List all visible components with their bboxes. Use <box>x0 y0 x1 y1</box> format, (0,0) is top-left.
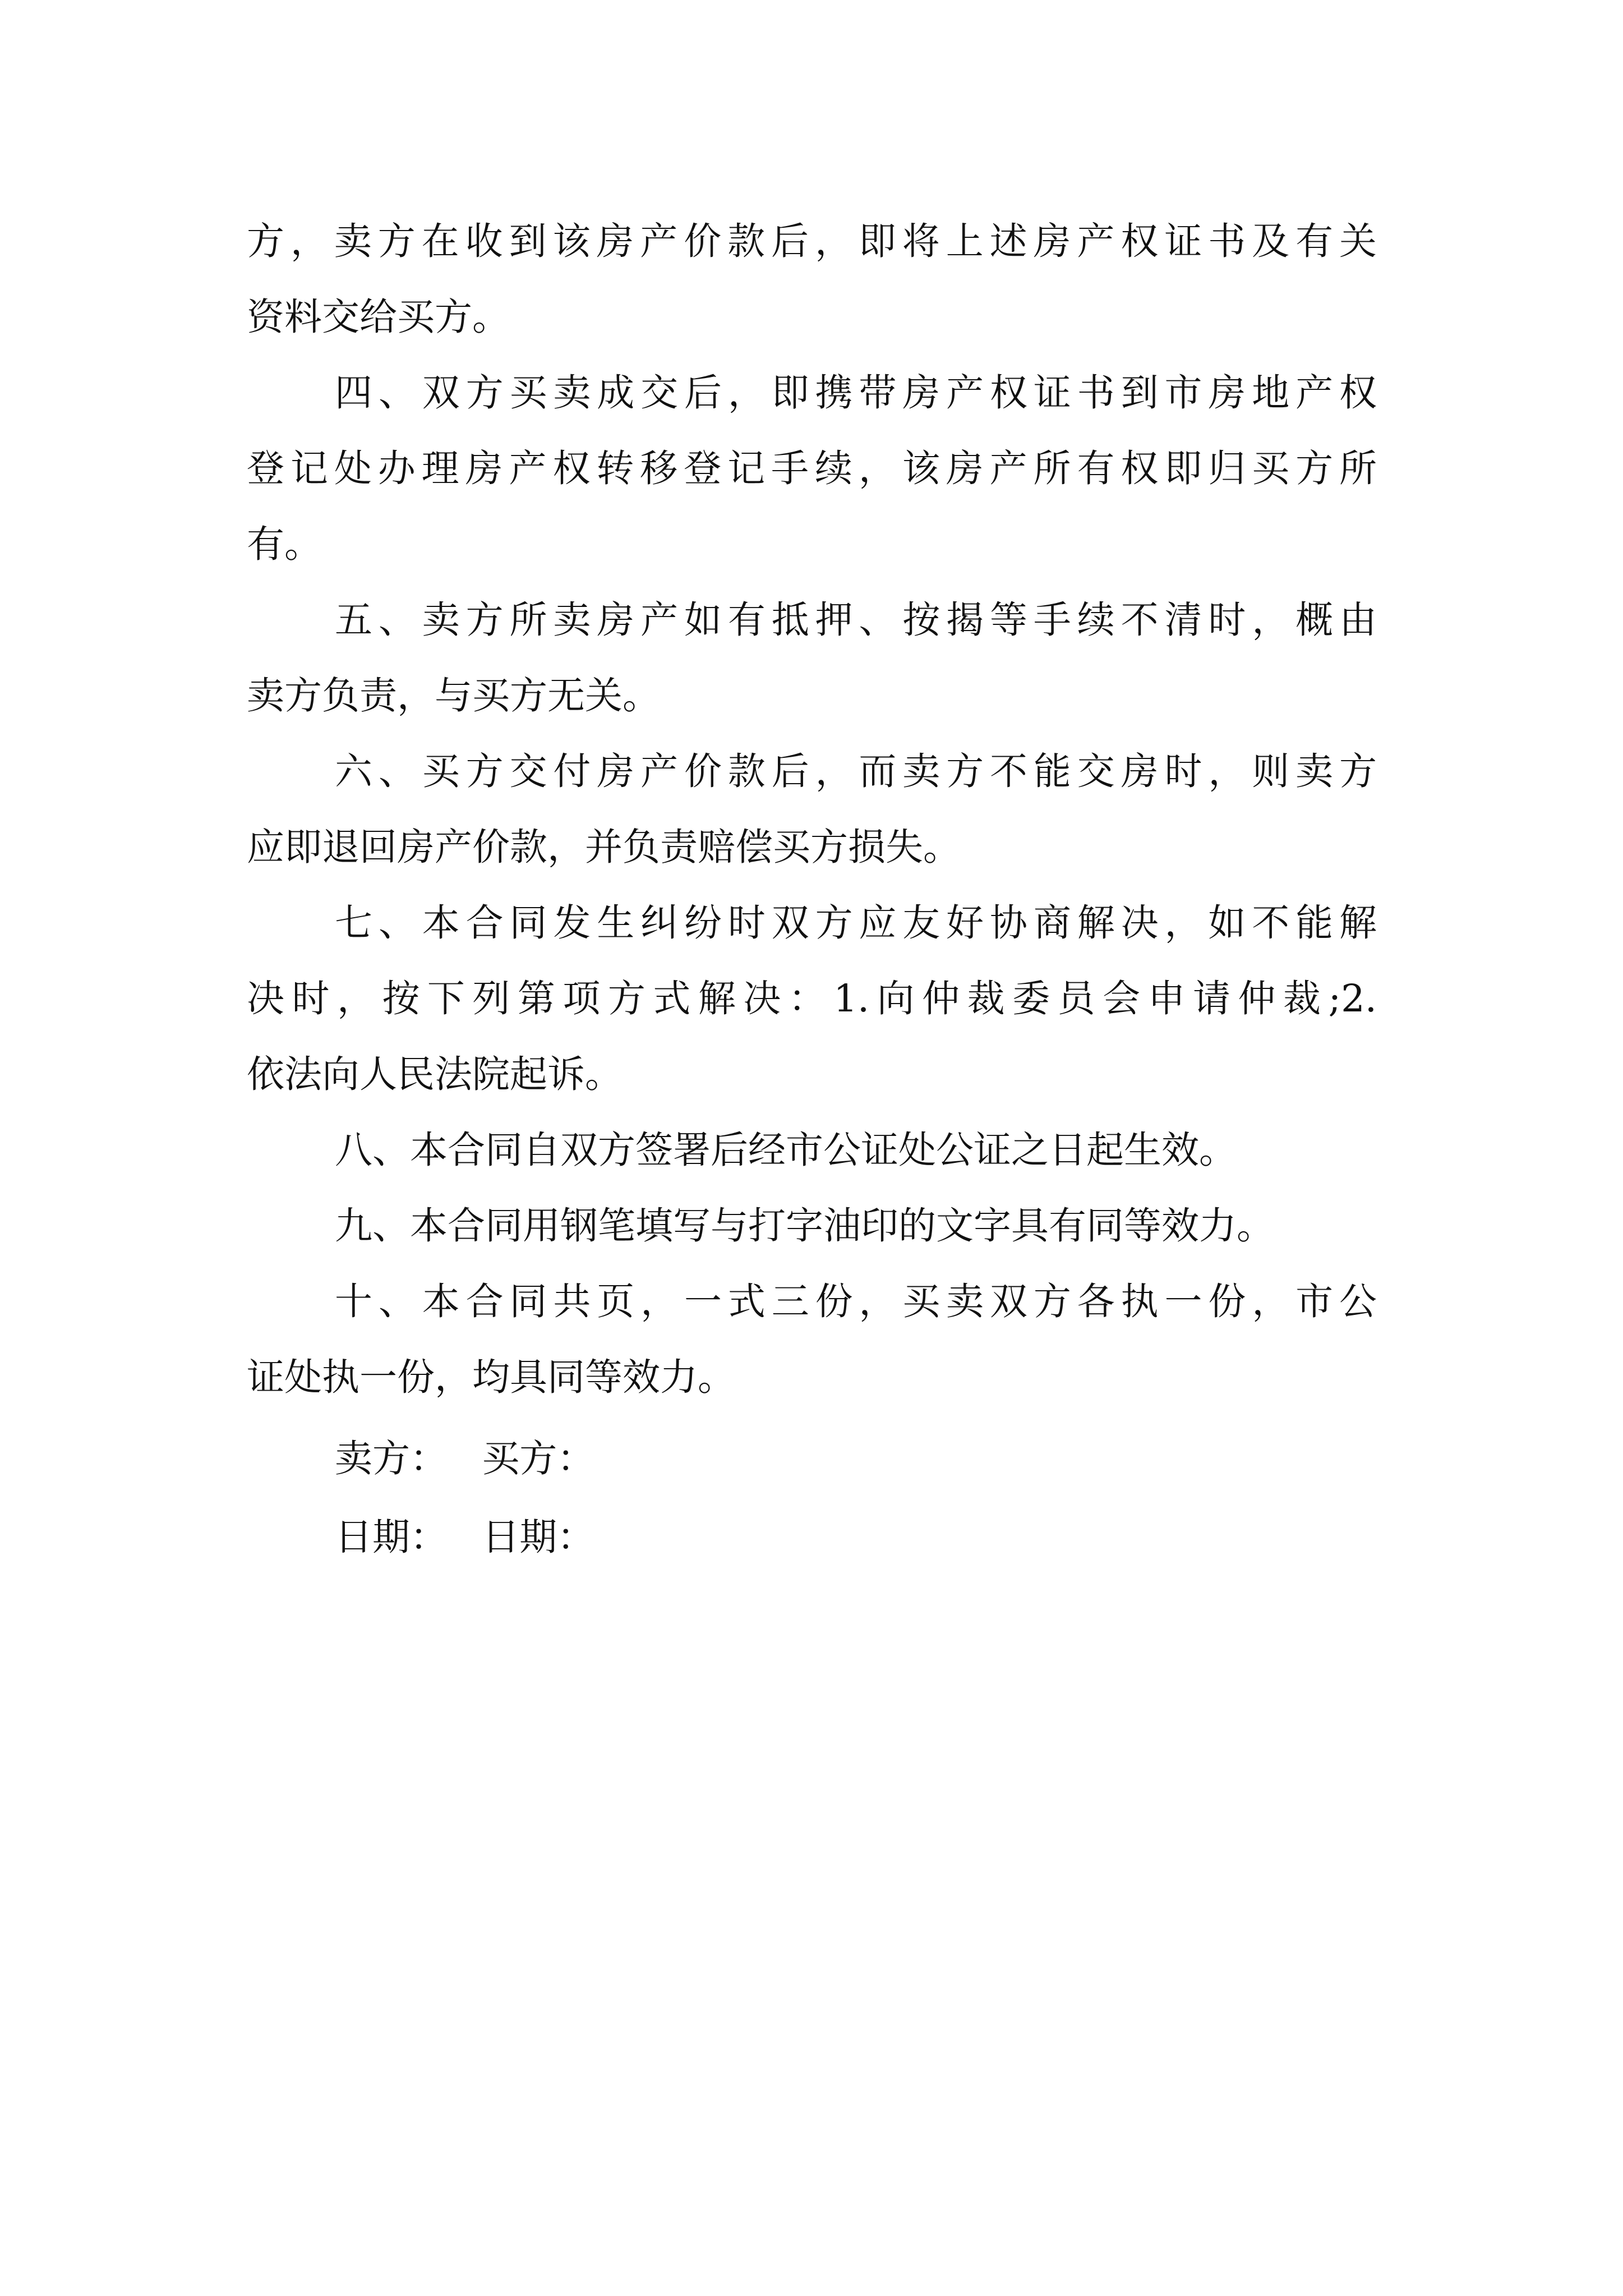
clause-8-line: 八、本合同自双方签署后经市公证处公证之日起生效。 <box>335 1128 1237 1172</box>
signature-row <box>335 1433 594 1484</box>
clause-4-line: 四、双方买卖成交后，即携带房产权证书到市房地产权 <box>335 371 1377 415</box>
clause-7-line: 依法向人民法院起诉。 <box>247 1052 623 1096</box>
clause-5-line: 五、卖方所卖房产如有抵押、按揭等手续不清时，概由 <box>335 598 1377 642</box>
date-row <box>335 1512 594 1562</box>
buyer-date-label: 日期： <box>482 1515 595 1559</box>
clause-4-line: 登记处办理房产权转移登记手续，该房产所有权即归买方所 <box>247 447 1377 490</box>
clause-5-line: 卖方负责，与买方无关。 <box>247 674 660 717</box>
buyer-label: 买方： <box>482 1437 595 1480</box>
seller-label: 卖方： <box>335 1437 448 1480</box>
clause-7-line: 七、本合同发生纠纷时双方应友好协商解决，如不能解 <box>335 901 1377 945</box>
clause-9-line: 九、本合同用钢笔填写与打字油印的文字具有同等效力。 <box>335 1204 1274 1248</box>
clause-7-line: 决时，按下列第项方式解决：1.向仲裁委员会申请仲裁;2. <box>247 977 1377 1020</box>
clause-4-line: 有。 <box>247 522 322 566</box>
clause-10-line: 十、本合同共页，一式三份，买卖双方各执一份，市公 <box>335 1280 1377 1323</box>
clause-6-line: 六、买方交付房产价款后，而卖方不能交房时，则卖方 <box>335 749 1377 793</box>
paragraph-line: 资料交给买方。 <box>247 295 510 339</box>
clause-10-line: 证处执一份，均具同等效力。 <box>247 1355 735 1399</box>
paragraph-line: 方，卖方在收到该房产价款后，即将上述房产权证书及有关 <box>247 219 1377 263</box>
clause-6-line: 应即退回房产价款，并负责赔偿买方损失。 <box>247 825 961 869</box>
seller-date-label: 日期： <box>335 1515 448 1559</box>
